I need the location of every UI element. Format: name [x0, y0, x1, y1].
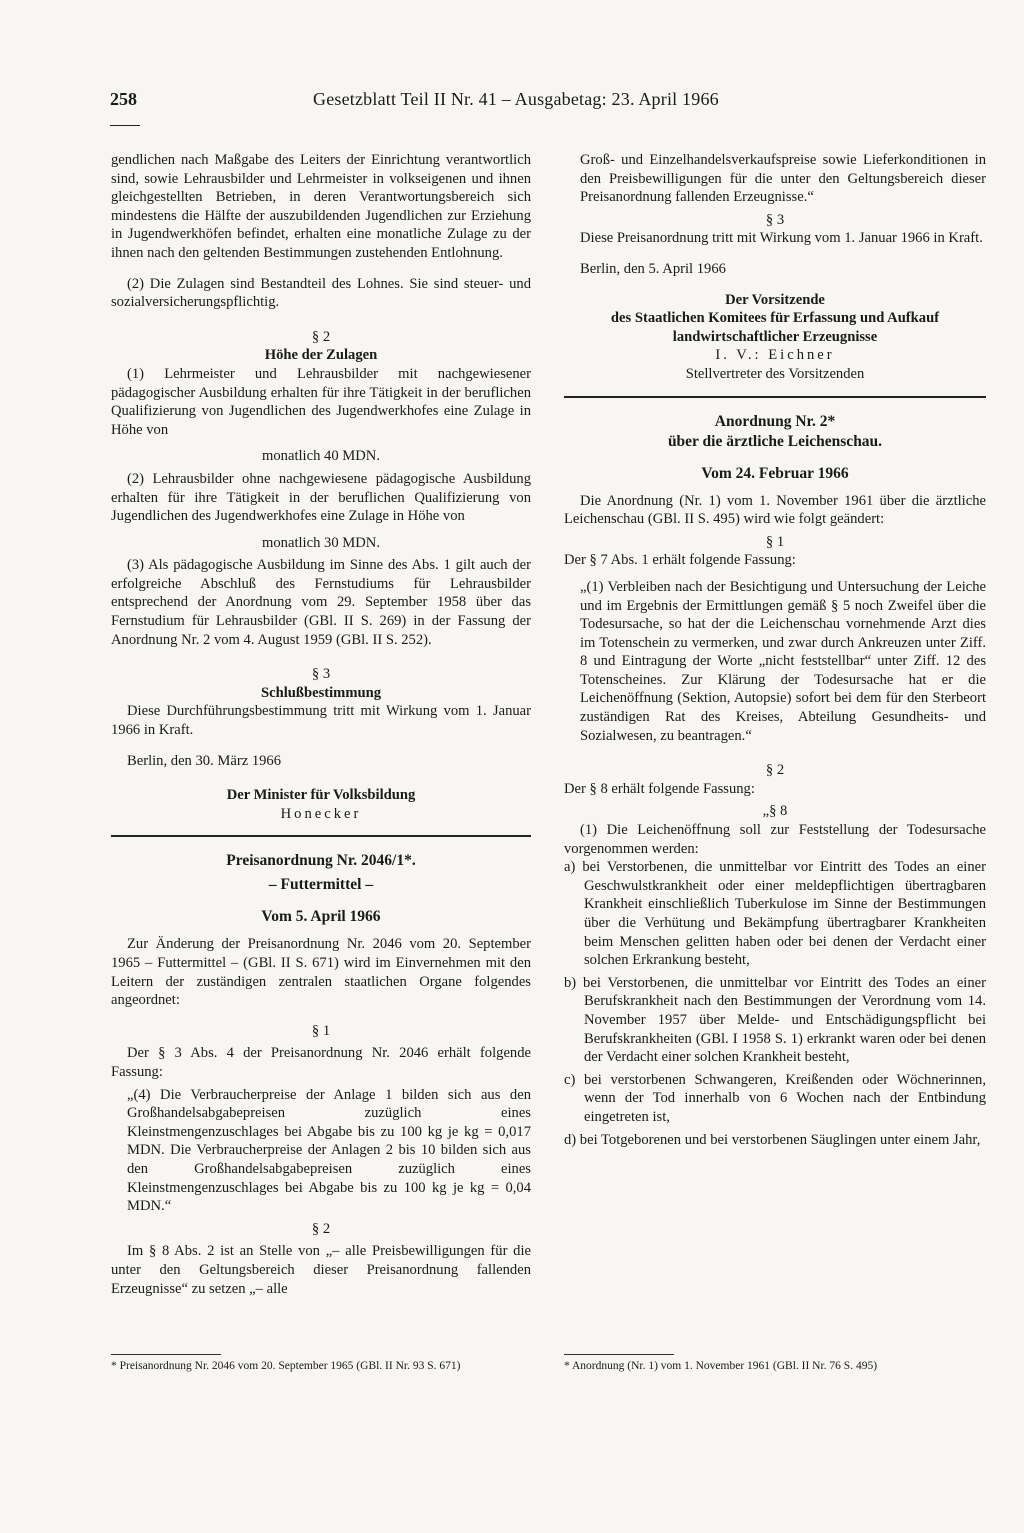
- signer-title: Der Minister für Volksbildung: [226, 787, 416, 804]
- section-number: § 2: [765, 762, 785, 779]
- footnote: * Preisanordnung Nr. 2046 vom 20. September 1965 (GBl. II Nr. 93 S. 671): [111, 1360, 461, 1372]
- decree-date: Vom 24. Februar 1966: [701, 464, 849, 482]
- paragraph: Der § 7 Abs. 1 erhält folgende Fassung:: [564, 552, 796, 569]
- left-column: [111, 151, 531, 1298]
- section-number: § 2: [311, 1220, 331, 1237]
- paragraph: Der § 3 Abs. 4 der Preisanordnung Nr. 2046 erhält folgende Fassung:: [111, 1045, 531, 1080]
- signer-role: Stellvertreter des Vorsitzenden: [685, 365, 865, 382]
- footnote-rule: [111, 1354, 221, 1355]
- signer-body: landwirtschaftlicher Erzeugnisse: [672, 328, 878, 345]
- section-number: § 3: [765, 211, 785, 228]
- paragraph: Diese Durchführungsbestimmung tritt mit Wirkung vom 1. Januar 1966 in Kraft.: [111, 703, 531, 739]
- paragraph: (2) Lehrausbilder ohne nachgewiesene pädagogische Ausbildung erhalten für ihre Tätigkeit in der beruflichen Qualifizierung von Jugendlichen des Jugendwerkhofes eine Zulage in Höhe von: [111, 470, 531, 525]
- quoted-paragraph: Groß- und Einzelhandelsverkaufspreise sowie Lieferkonditionen in den Preisbewilligungen für die unter den Geltungsbereich dieser Preisanordnung fallenden Erzeugnisse.“: [580, 152, 986, 206]
- signer-name: I. V.: Eichner: [715, 347, 835, 364]
- quoted-paragraph: „(4) Die Verbraucherpreise der Anlage 1 bilden sich aus den Großhandelsabgabepreisen zuzüglich eines Kleinstmengenzuschlages bei Abgabe bis zu 100 kg je kg = 0,017 MDN. Die Verbraucherpreise der Anlagen 2 bis 10 bilden sich aus den Großhandelsabgabepreisen zuzüglich eines Kleinstmengenzuschlages bei Abgabe bis zu 100 kg je kg = 0,04 MDN.“: [127, 1086, 531, 1215]
- decree-date: Vom 5. April 1966: [261, 908, 381, 926]
- paragraph: Die Anordnung (Nr. 1) vom 1. November 1961 über die ärztliche Leichenschau (GBl. II S. 495) wird wie folgt geändert:: [564, 492, 986, 528]
- section-divider: [564, 396, 986, 398]
- signer-name: Honecker: [280, 805, 362, 822]
- paragraph: gendlichen nach Maßgabe des Leiters der Einrichtung verantwortlich sind, sowie Lehrausbilder und Lehrmeister in volkseigenen und ihnen gleichgestellten Betrieben, in deren Verantwortungsbereich sich mindestens die Hälfte der auszubildenden Jugendlichen zur Erziehung in Jugendwerkhöfen befindet, erhalten eine monatliche Zulage zu der ihnen nach den geltenden Bestimmungen zustehenden Entlohnung.: [111, 152, 531, 261]
- paragraph: Zur Änderung der Preisanordnung Nr. 2046 vom 20. September 1965 – Futtermittel – (GBl. II S. 671) wird im Einvernehmen mit den Leitern der zuständigen zentralen staatlichen Organe folgendes angeordnet:: [111, 936, 531, 1009]
- footnote-rule: [564, 1354, 674, 1355]
- list-item: a) bei Verstorbenen, die unmittelbar vor Eintritt des Todes an einer Geschwulstkrankheit oder einer meldepflichtigen übertragbaren Krankheit einschließlich Tuberkulose im Sinne der Bestimmungen über die Verhütung und Bekämpfung übertragbarer Krankheiten beim Menschen gelitten haben oder bei denen der Verdacht einer solchen Erkrankung besteht,: [564, 859, 986, 969]
- paragraph: (1) Die Leichenöffnung soll zur Feststellung der Todesursache vorgenommen werden:: [564, 822, 986, 857]
- place-date: Berlin, den 5. April 1966: [580, 260, 726, 277]
- right-column: [564, 151, 986, 1149]
- decree-title: Preisanordnung Nr. 2046/1*.: [226, 852, 416, 870]
- header-rule: [110, 125, 140, 126]
- paragraph: Diese Preisanordnung tritt mit Wirkung vom 1. Januar 1966 in Kraft.: [580, 230, 983, 247]
- quoted-section-number: „§ 8: [762, 803, 788, 820]
- quoted-paragraph: „(1) Verbleiben nach der Besichtigung und Untersuchung der Leiche und im Ergebnis der Ermittlungen gemäß § 5 noch Zweifel über die Todesursache, so hat der die Leichenschau vornehmende Arzt dies im Totenschein zu vermerken, und zwar durch Ankreuzen unter Ziff. 8 und Eintragung der Worte „nicht feststellbar“ unter Ziff. 12 des Totenscheines. Zur Klärung der Todesursache hat er die Leichenöffnung (Sektion, Autopsie) sofort bei dem für den Sterbeort zuständigen Rat des Kreises, Abteilung Gesundheits- und Sozialwesen, zu beantragen.“: [580, 578, 986, 744]
- section-number: § 3: [311, 666, 331, 683]
- page-header: [110, 89, 780, 115]
- page-number: 258: [110, 89, 137, 109]
- paragraph: (3) Als pädagogische Ausbildung im Sinne des Abs. 1 gilt auch der erfolgreiche Abschluß des Fernstudiums für Lehrausbilder entsprechend der Anordnung vom 29. September 1958 über das Fernstudium für Lehrausbilder (GBl. II S. 269) in der Fassung der Anordnung Nr. 2 vom 4. August 1959 (GBl. II S. 252).: [111, 557, 531, 648]
- list-item: c) bei verstorbenen Schwangeren, Kreißenden oder Wöchnerinnen, wenn der Tod innerhalb von 6 Wochen nach der Entbindung eingetreten ist,: [564, 1071, 986, 1125]
- section-divider: [111, 835, 531, 837]
- amount-line: monatlich 30 MDN.: [262, 534, 380, 551]
- decree-subtitle: über die ärztliche Leichenschau.: [667, 432, 883, 450]
- signer-title: Der Vorsitzende: [725, 291, 825, 308]
- running-title: Gesetzblatt Teil II Nr. 41 – Ausgabetag: 23. April 1966: [313, 89, 719, 109]
- section-number: § 1: [765, 533, 785, 550]
- decree-subtitle: – Futtermittel –: [268, 876, 374, 894]
- amount-line: monatlich 40 MDN.: [262, 448, 380, 465]
- section-number: § 1: [311, 1022, 331, 1039]
- signer-body: des Staatlichen Komitees für Erfassung und Aufkauf: [610, 310, 940, 327]
- paragraph: (1) Lehrmeister und Lehrausbilder mit nachgewiesener pädagogischer Ausbildung erhalten für ihre Tätigkeit in der beruflichen Qualifizierung von Jugendlichen des Jugendwerkhofes eine Zulage in Höhe von: [111, 365, 531, 438]
- place-date: Berlin, den 30. März 1966: [127, 752, 282, 769]
- section-heading: Höhe der Zulagen: [264, 347, 378, 364]
- paragraph: Der § 8 erhält folgende Fassung:: [564, 780, 755, 797]
- list-item: b) bei Verstorbenen, die unmittelbar vor Eintritt des Todes an einer Berufskrankheit nach den Bestimmungen der Verordnung vom 14. November 1957 über Melde- und Entschädigungspflicht bei Berufskrankheiten (GBl. I 1958 S. 1) erkrankt waren oder bei denen der Verdacht einer solchen Krankheit besteht,: [564, 974, 986, 1066]
- paragraph: Im § 8 Abs. 2 ist an Stelle von „– alle Preisbewilligungen für die unter den Geltungsbereich dieser Preisanordnung fallenden Erzeugnisse“ zu setzen „– alle: [111, 1243, 531, 1297]
- section-heading: Schlußbestimmung: [260, 684, 382, 701]
- list-item: d) bei Totgeborenen und bei verstorbenen Säuglingen unter einem Jahr,: [564, 1131, 981, 1148]
- decree-title: Anordnung Nr. 2*: [714, 412, 836, 430]
- paragraph: (2) Die Zulagen sind Bestandteil des Lohnes. Sie sind steuer- und sozialversicherungspflichtig.: [111, 275, 531, 311]
- section-number: § 2: [311, 328, 331, 345]
- footnote: * Anordnung (Nr. 1) vom 1. November 1961 (GBl. II Nr. 76 S. 495): [564, 1360, 878, 1372]
